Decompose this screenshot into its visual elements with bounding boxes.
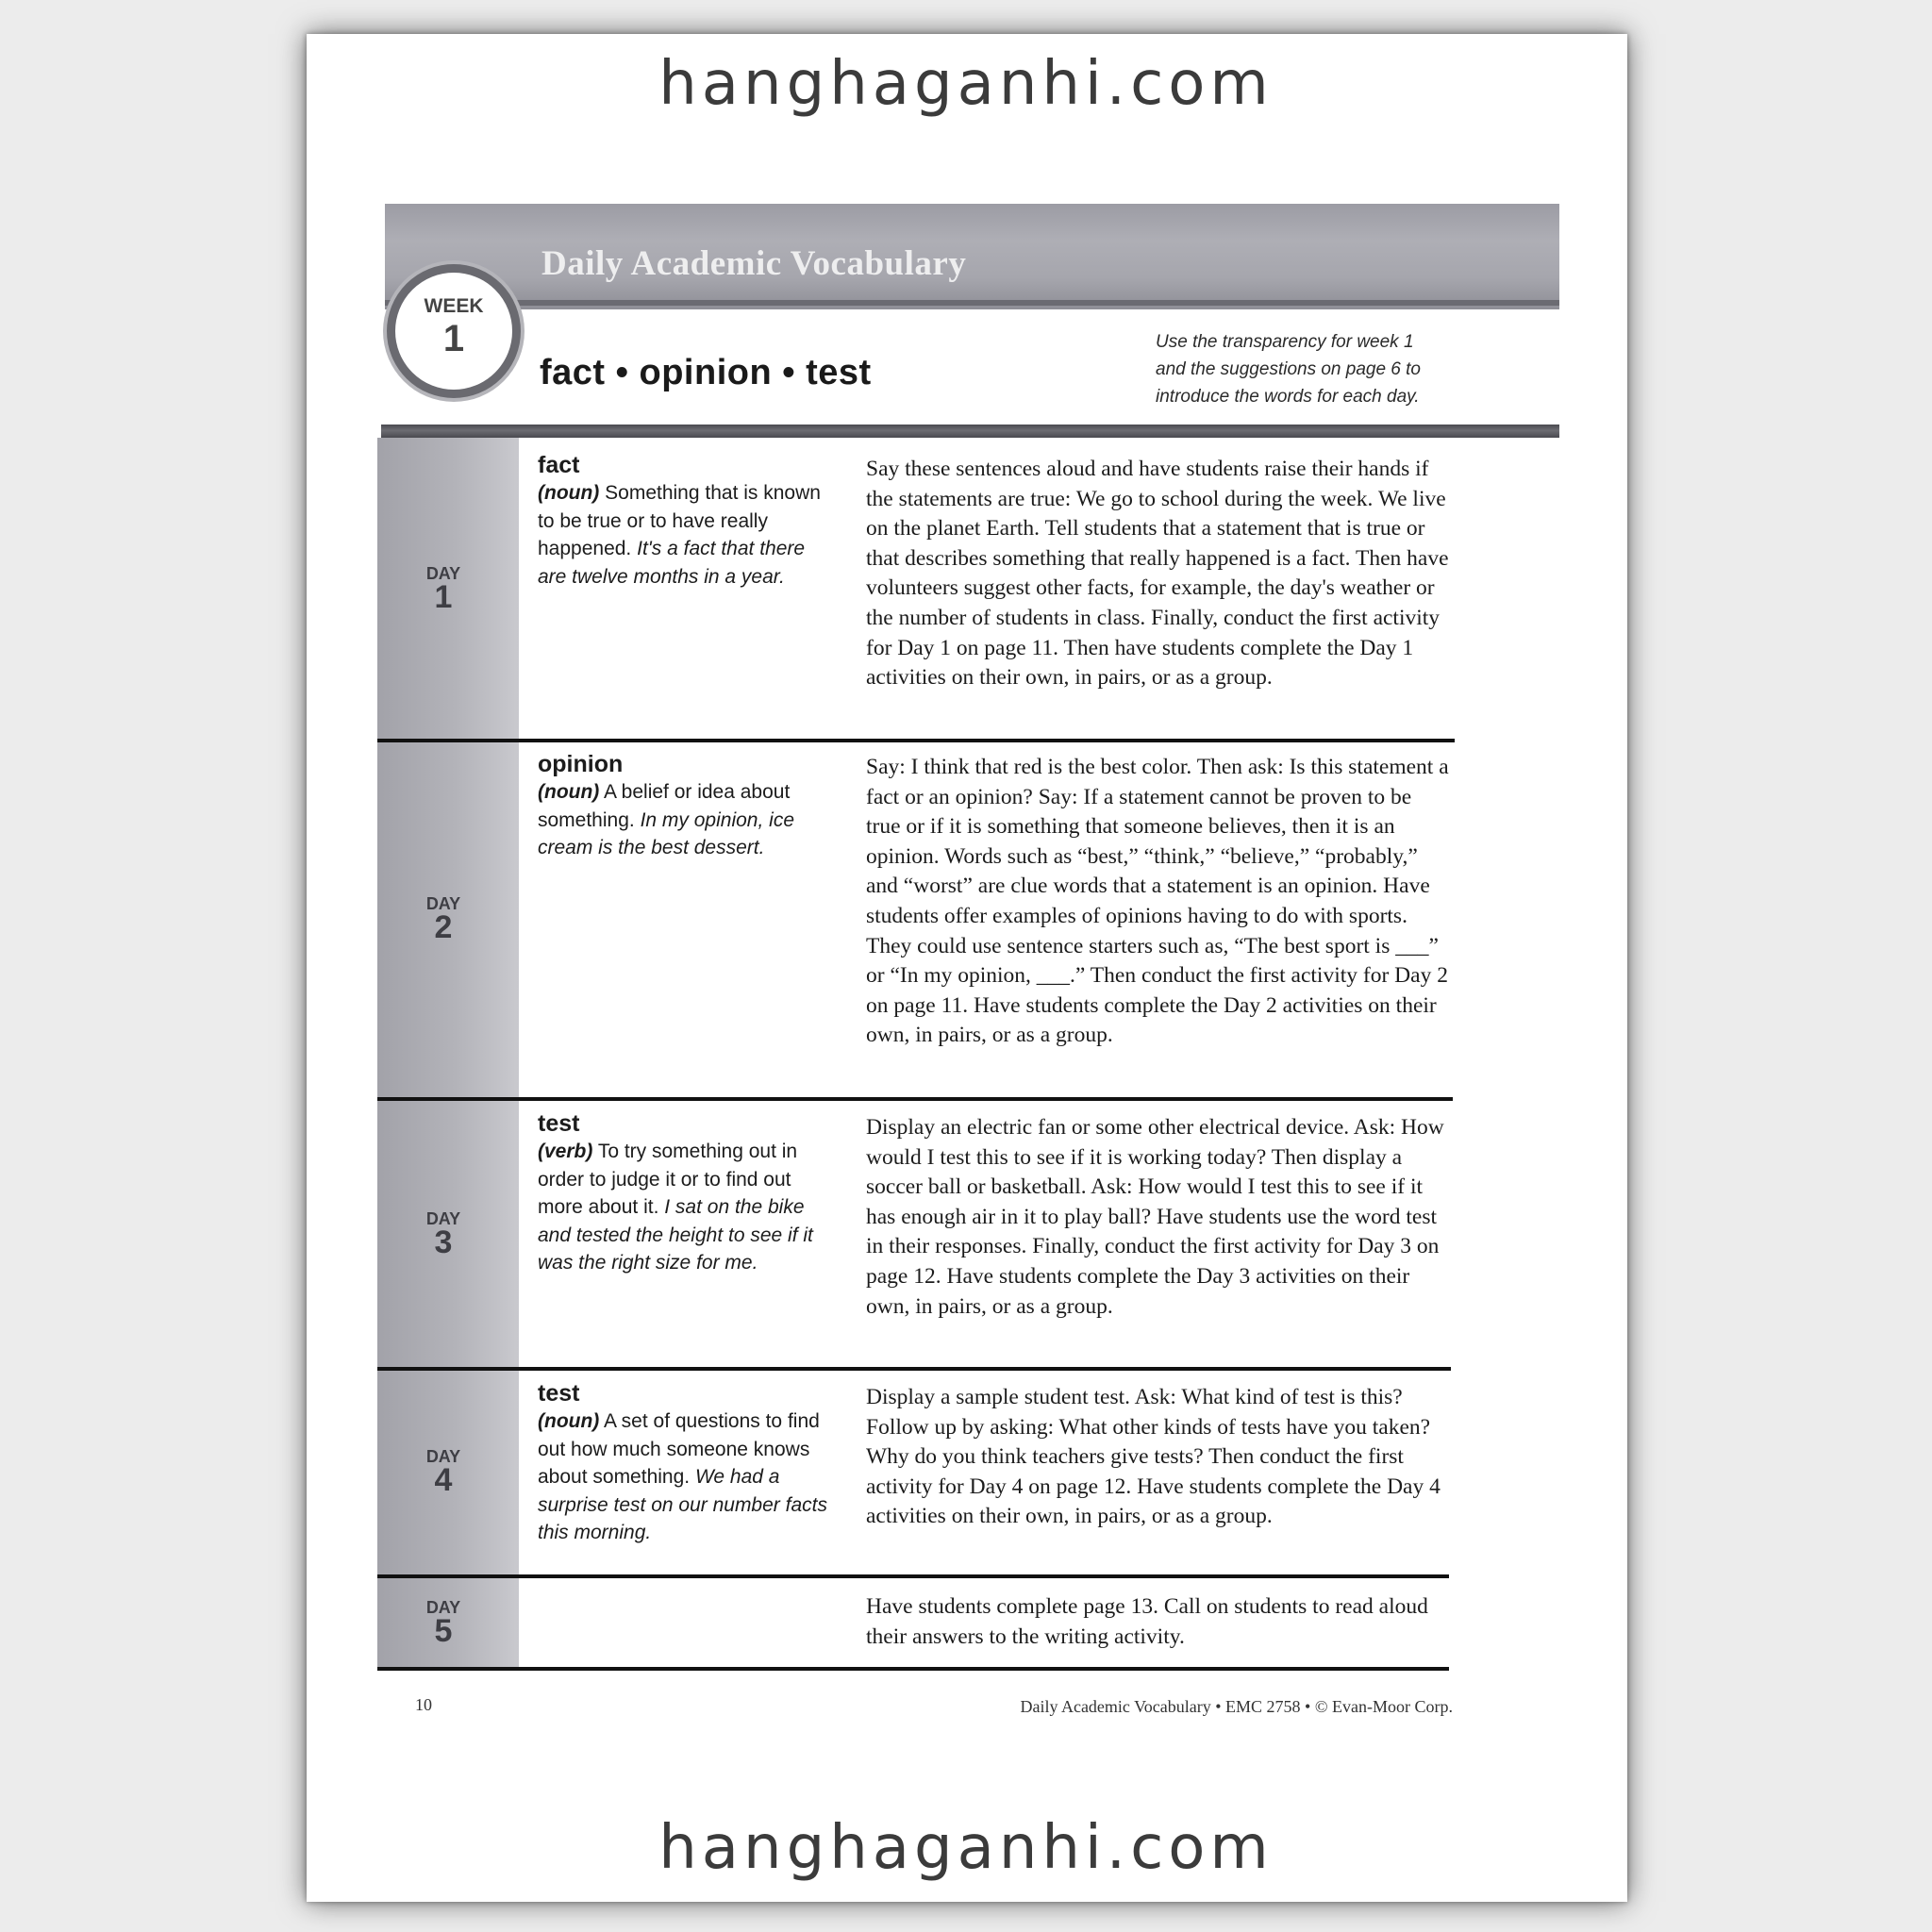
day-badge-1: [396, 564, 491, 615]
teacher-note-day-4: Display a sample student test. Ask: What kind of test is this? Follow up by asking: What other kinds of tests have you taken? Why do you think teachers give tests? Then conduct the first activity for Day 4 on page 12. Have students complete the Day 4 activities on their own, in pairs, or as a group.: [866, 1385, 1441, 1529]
row-divider: [377, 739, 1455, 742]
part-of-speech: (noun): [538, 482, 600, 504]
footer-credit: Daily Academic Vocabulary • EMC 2758 • © Evan-Moor Corp.: [1020, 1697, 1453, 1716]
example-sentence: We had a surprise test on our number facts this morning.: [538, 1466, 827, 1543]
header-band-rule: [385, 300, 1559, 306]
definition-day-4: [538, 1379, 830, 1547]
watermark-top: hanghaganhi.com: [658, 49, 1274, 119]
definition-day-3: [538, 1109, 830, 1277]
day-number: 2: [434, 909, 453, 945]
teacher-note-day-1: Say these sentences aloud and have students raise their hands if the statements are true: We go to school during the week. We live on the planet Earth. Tell students that a statement that is true or that describes something that really happened is a fact. Then have volunteers suggest other facts, for example, the day's weather or the number of students in class. Finally, conduct the first activity for Day 1 on page 11. Then have students complete the Day 1 activities on their own, in pairs, or as a group.: [866, 457, 1449, 691]
definition-text: A belief or idea about something.: [538, 781, 791, 831]
week-label: WEEK: [424, 295, 484, 317]
day-number: 3: [434, 1224, 453, 1260]
term: opinion: [538, 751, 624, 777]
week-badge: [387, 264, 521, 398]
definition-day-1: [538, 451, 830, 591]
vocabulary-words-heading: fact • opinion • test: [540, 353, 872, 392]
part-of-speech: (verb): [538, 1141, 593, 1162]
page-number: 10: [415, 1695, 432, 1714]
day-number: 5: [434, 1613, 453, 1649]
teacher-instruction: Use the transparency for week 1 and the suggestions on page 6 to introduce the words for each day.: [1156, 332, 1422, 407]
example-sentence: In my opinion, ice cream is the best dessert.: [538, 808, 794, 858]
day-label: DAY: [425, 564, 461, 583]
week-number: 1: [442, 318, 465, 359]
day-number: 1: [434, 579, 453, 615]
definition-text: A set of questions to find out how much someone knows about something.: [538, 1410, 820, 1488]
teacher-note-day-2: Say: I think that red is the best color. Then ask: Is this statement a fact or an opinion? Say: If a statement cannot be proven to be true or if it is something that someone believes, then it is an opinion. Words such as “best,” “think,” “believe,” “probably,” and “worst” are clue words that a statement is an opinion. Have students offer examples of opinions having to do with sports. They could use sentence starters such as, “The best sport is ___” or “In my opinion, ___.” Then conduct the first activity for Day 2 on page 11. Have students complete the Day 2 activities on their own, in pairs, or as a group.: [866, 755, 1449, 1048]
definition-text: To try something out in order to judge it or to find out more about it.: [538, 1141, 798, 1218]
watermark-bottom: hanghaganhi.com: [658, 1813, 1274, 1883]
day-badge-2: [396, 894, 491, 945]
day-label: DAY: [425, 1209, 461, 1228]
day-label: DAY: [425, 1447, 461, 1466]
term: test: [538, 1380, 580, 1407]
teacher-note-day-5: Have students complete page 13. Call on students to read aloud their answers to the writing activity.: [866, 1594, 1428, 1649]
teacher-note-day-3: Display an electric fan or some other electrical device. Ask: How would I test this to see if it is working today? Then display a soccer ball or basketball. Ask: How would I test this to see if it has enough air in it to play ball? Have students use the word test in their responses. Finally, conduct the first activity for Day 3 on page 12. Have students complete the Day 3 activities on their own, in pairs, or as a group.: [866, 1115, 1444, 1319]
term: fact: [538, 452, 580, 478]
header-divider: [381, 425, 1559, 438]
day-label: DAY: [425, 894, 461, 913]
definition-day-2: [538, 750, 830, 862]
day-label: DAY: [425, 1598, 461, 1617]
definition-text: Something that is known to be true or to have really happened.: [538, 482, 821, 559]
example-sentence: I sat on the bike and tested the height to see if it was the right size for me.: [538, 1196, 813, 1274]
part-of-speech: (noun): [538, 1410, 600, 1432]
term: test: [538, 1110, 580, 1137]
day-number: 4: [434, 1462, 453, 1498]
row-divider: [377, 1367, 1451, 1371]
row-divider: [377, 1667, 1449, 1671]
row-divider: [377, 1097, 1453, 1101]
day-badge-3: [396, 1209, 491, 1260]
row-divider: [377, 1574, 1449, 1578]
day-badge-4: [396, 1447, 491, 1498]
example-sentence: It's a fact that there are twelve months in a year.: [538, 538, 806, 588]
part-of-speech: (noun): [538, 781, 600, 803]
page-title: Daily Academic Vocabulary: [541, 244, 967, 283]
day-badge-5: [396, 1598, 491, 1649]
